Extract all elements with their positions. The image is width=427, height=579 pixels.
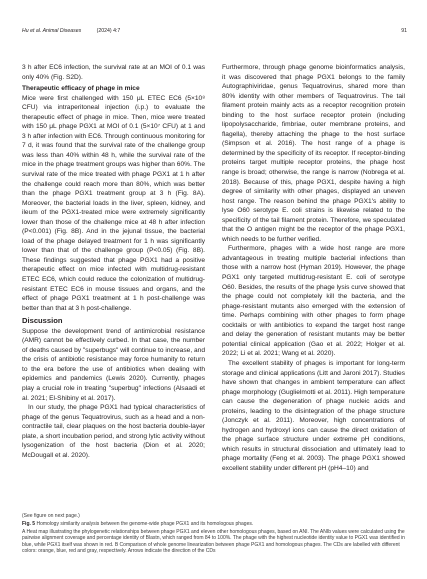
page-number: 91: [401, 28, 407, 34]
caption-title-text: Homology similarity analysis between the genome-wide phage PGX1 and its homologous phages.: [36, 521, 254, 528]
header-citation: [22, 28, 134, 34]
paragraph: Mice were first challenged with 150 μL ETEC EC6 (5×10⁸ CFU) via intraperitoneal injection (i.p.) to evaluate the therapeutic effect of phage in mice. Then, mice were treated with 150 μL phage PGX1 at MOI of 0.1 (5×10⁷ CFU) at 1 and 3 h after infection with EC6. Through continuous monitoring for 7 d, it was found that the survival rate of the challenge group was less than 40% within 48 h, while the survival rate of the mice in the phage treatment groups was higher than 60%. The survival rate of the mice treated with phage PGX1 at 1 h after the challenge could reach more than 80%, which was better than the phage PGX1 treatment group at 3 h (Fig. 8A). Moreover, the bacterial loads in the liver, spleen, kidney, and ileum of the PGX1-treated mice were extremely significantly lower than those of the challenge mice at 48 h after infection (P<0.001) (Fig. 8B). And in the jejunal tissue, the bacterial load of the phage delayed treatment for 1 h was significantly lower than that of the challenge group (P<0.05) (Fig. 8B). These findings suggested that phage PGX1 had a positive therapeutic effect on mice infected with multidrug-resistant ETEC EC6, which could reduce the colonization of multidrug-resistant ETEC EC6 in mouse tissues and organs, and the effect of phage PGX1 treatment at 1 h post-challenge was better than that at 3 h post-challenge.: [22, 94, 205, 312]
section-heading-therapeutic-efficacy: Therapeutic efficacy of phage in mice: [22, 85, 140, 93]
header-authors: Hu et al. Animal Diseases: [22, 28, 82, 34]
section-heading-discussion: Discussion: [22, 316, 63, 326]
paragraph: Furthermore, through phage genome bioinformatics analysis, it was discovered that phage PGX1 belongs to the family Autographiviridae, genus Tequatrovirus, shared more than 80% identity with other members of Tequatrovirus. The tail filament protein mainly acts as a receptor recognition protein binding to the host surface receptor protein (including lipopolysaccharide, fimbriae, outer membrane proteins, and flagella), thereby attaching the phage to the host surface (Simpson et al. 2016). The host range of a phage is determined by the specificity of its receptor. If receptor-binding proteins target multiple receptor proteins, the phage host range is broad; otherwise, the range is narrow (Nobrega et al. 2018). Because of this, phage PGX1, despite having a high degree of similarity with other phages, displayed an uneven host range. The reason behind the phage PGX1's ability to lyse O60 serotype E. coli strains is likewise related to the specificity of the tail filament protein. Therefore, we speculated that the O antigen might be the receptor of the phage PGX1, which needs to be further verified.: [222, 64, 405, 243]
figure-caption: [22, 513, 407, 554]
left-column: [22, 63, 205, 460]
caption-body: A Heat map illustrating the phylogenetic relationships between phage PGX1 and eleven other homologous phages, based on ANI. The ANIb values were calculated using the pairwise alignment coverage and percentage identity of Blastn, which ranged from 84 to 100%. The phage with the highest nucleotide identity value to PGX1 was identified in blue, while PGX1 itself was shown in red. B Comparison of whole genome linearization between phage PGX1 and homologous phages. The CDs are labelled with different colors: orange, blue, red and gray, respectively. Arrows indicate the direction of the CDs: [22, 528, 405, 555]
header-year-issue: (2024) 4:7: [96, 28, 121, 34]
right-column: [222, 63, 405, 474]
paragraph: 3 h after EC6 infection, the survival rate at an MOI of 0.1 was only 40% (Fig. S2D).: [22, 64, 205, 81]
paragraph: Suppose the development trend of antimicrobial resistance (AMR) cannot be effectively curbed. In that case, the number of deaths caused by "superbugs" will continue to increase, and the crisis of antibiotic resistance may force humanity to return to the era before the use of antibiotics when dealing with epidemics and pandemics (Lewis 2020). Currently, phages play a crucial role in treating "superbug" infections (Alsaadi et al. 2021; El-Shibiny et al. 2017).: [22, 327, 205, 402]
paragraph: The excellent stability of phages is important for long-term storage and clinical applications (Litt and Jaroni 2017). Studies have shown that changes in ambient temperature can affect phage morphology (Guglielmotti et al. 2011). High temperature can cause the degeneration of phage nucleic acids and proteins, leading to the disintegration of the phage structure (Jonczyk et al. 2011). Moreover, high concentrations of hydrogen and hydroxyl ions can cause the direct oxidation of the phage surface structure under extreme pH conditions, which results in structural dissociation and ultimately lead to phage mortality (Feng et al. 2003). The phage PGX1 showed excellent stability under different pH (pH4–10) and: [222, 359, 405, 472]
paragraph: Furthermore, phages with a wide host range are more advantageous in treating multiple bacterial infections than those with a narrow host (Hyman 2019). However, the phage PGX1 only targeted multidrug-resistant E. coli of serotype O60. Besides, the results of the phage lysis curve showed that the phage could not completely kill the bacteria, and the phage-resistant mutants also emerged with the extension of time. Perhaps combining with other phages to form phage cocktails or with antibiotics to expand the target host range and delay the generation of resistant mutants may be better potential clinical application (Gao et al. 2022; Holger et al. 2022; Li et al. 2021; Wang et al. 2020).: [222, 245, 405, 358]
running-header: [22, 28, 407, 38]
figure-label: Fig. 5: [22, 521, 36, 528]
figure-note: (See figure on next page.): [22, 513, 80, 519]
caption-title: [22, 521, 407, 527]
paragraph: In our study, the phage PGX1 had typical characteristics of phage of the genus Tequatrovirus, such as a head and a non-contractile tail, clear plaques on the host bacteria double-layer plate, a short incubation period, and strong lytic activity without lysogenization of the host bacteria (Dion et al. 2020; McDougall et al. 2020).: [22, 404, 205, 459]
